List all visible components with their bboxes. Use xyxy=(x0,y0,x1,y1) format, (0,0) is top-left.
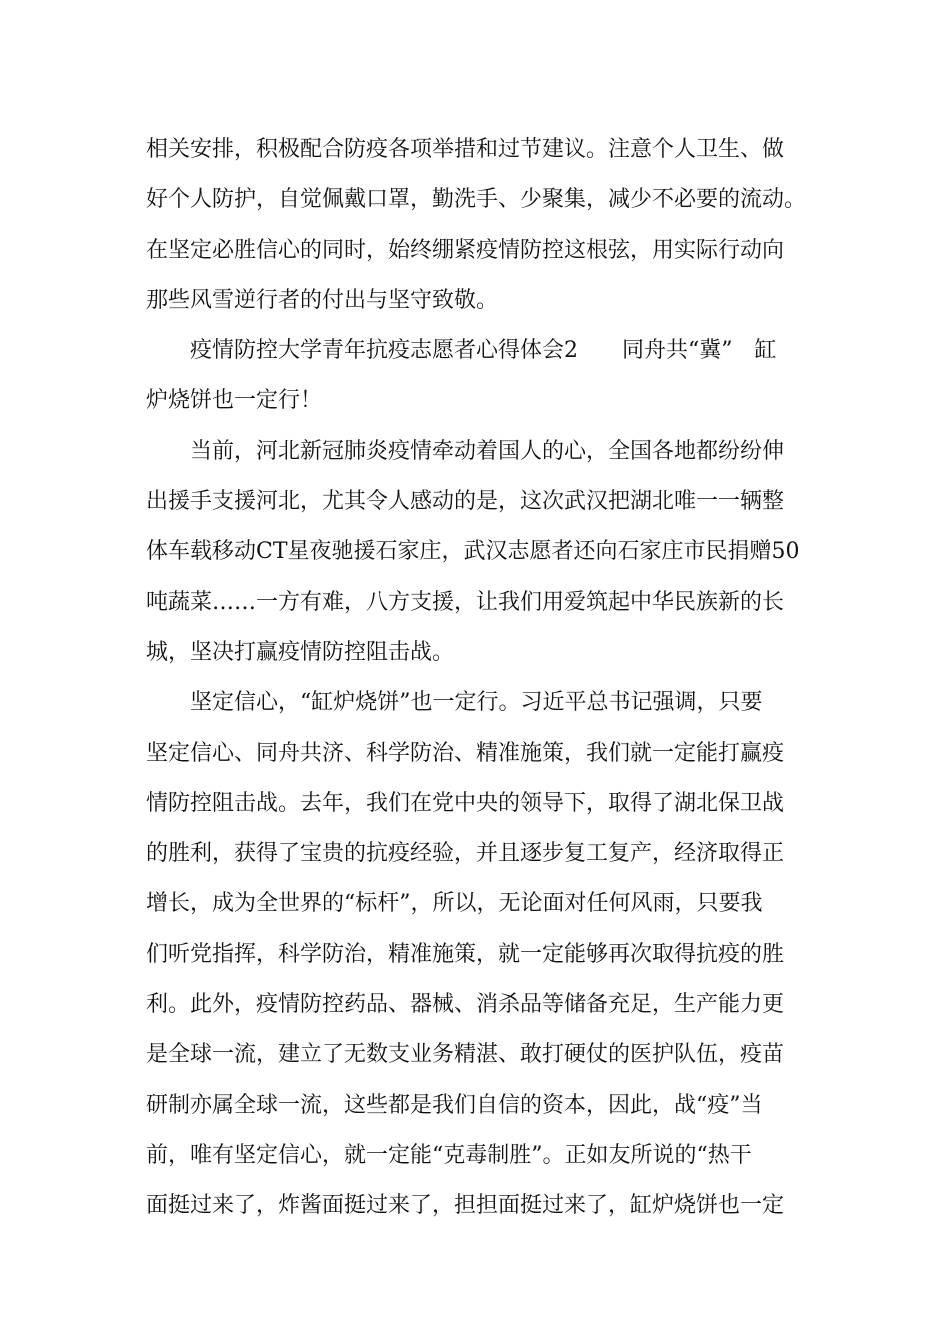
paragraph-line: 出援手支援河北，尤其令人感动的是，这次武汉把湖北唯一一辆整 xyxy=(146,489,785,515)
paragraph-line: 面挺过来了，炸酱面挺过来了，担担面挺过来了，缸炉烧饼也一定 xyxy=(146,1193,785,1219)
section-heading-line: 炉烧饼也一定行！ xyxy=(146,388,323,414)
paragraph-line: 吨蔬菜……一方有难，八方支援，让我们用爱筑起中华民族新的长 xyxy=(146,589,785,615)
paragraph-line: 利。此外，疫情防控药品、器械、消杀品等储备充足，生产能力更 xyxy=(146,992,785,1018)
paragraph-line: 前，唯有坚定信心，就一定能“克毒制胜”。正如友所说的“热干 xyxy=(146,1142,752,1168)
paragraph-line: 是全球一流，建立了无数支业务精湛、敢打硬仗的医护队伍，疫苗 xyxy=(146,1042,785,1068)
paragraph-line: 城，坚决打赢疫情防控阻击战。 xyxy=(146,639,455,665)
paragraph-line: 增长，成为全世界的“标杆”，所以，无论面对任何风雨，只要我 xyxy=(146,891,763,917)
paragraph-line: 们听党指挥，科学防治，精准施策，就一定能够再次取得抗疫的胜 xyxy=(146,941,785,967)
paragraph-line: 当前，河北新冠肺炎疫情牵动着国人的心，全国各地都纷纷伸 xyxy=(190,438,785,464)
paragraph-line: 相关安排，积极配合防疫各项举措和过节建议。注意个人卫生、做 xyxy=(146,137,785,162)
paragraph-line: 研制亦属全球一流，这些都是我们自信的资本，因此，战“疫”当 xyxy=(146,1092,763,1118)
paragraph-line: 的胜利，获得了宝贵的抗疫经验，并且逐步复工复产，经济取得正 xyxy=(146,841,785,867)
paragraph-line: 好个人防护，自觉佩戴口罩，勤洗手、少聚集，减少不必要的流动。 xyxy=(146,187,807,213)
paragraph-line: 在坚定必胜信心的同时，始终绷紧疫情防控这根弦，用实际行动向 xyxy=(146,237,785,263)
paragraph-line: 坚定信心，“缸炉烧饼”也一定行。习近平总书记强调，只要 xyxy=(190,690,763,716)
section-heading-line: 疫情防控大学青年抗疫志愿者心得体会2 同舟共“冀” 缸 xyxy=(190,338,777,364)
paragraph-line: 体车载移动CT星夜驰援石家庄，武汉志愿者还向石家庄市民捐赠50 xyxy=(146,539,800,565)
paragraph-line: 情防控阻击战。去年，我们在党中央的领导下，取得了湖北保卫战 xyxy=(146,790,785,816)
paragraph-line: 那些风雪逆行者的付出与坚守致敬。 xyxy=(146,287,499,313)
document-body xyxy=(146,125,816,1232)
paragraph-line: 坚定信心、同舟共济、科学防治、精准施策，我们就一定能打赢疫 xyxy=(146,740,785,766)
